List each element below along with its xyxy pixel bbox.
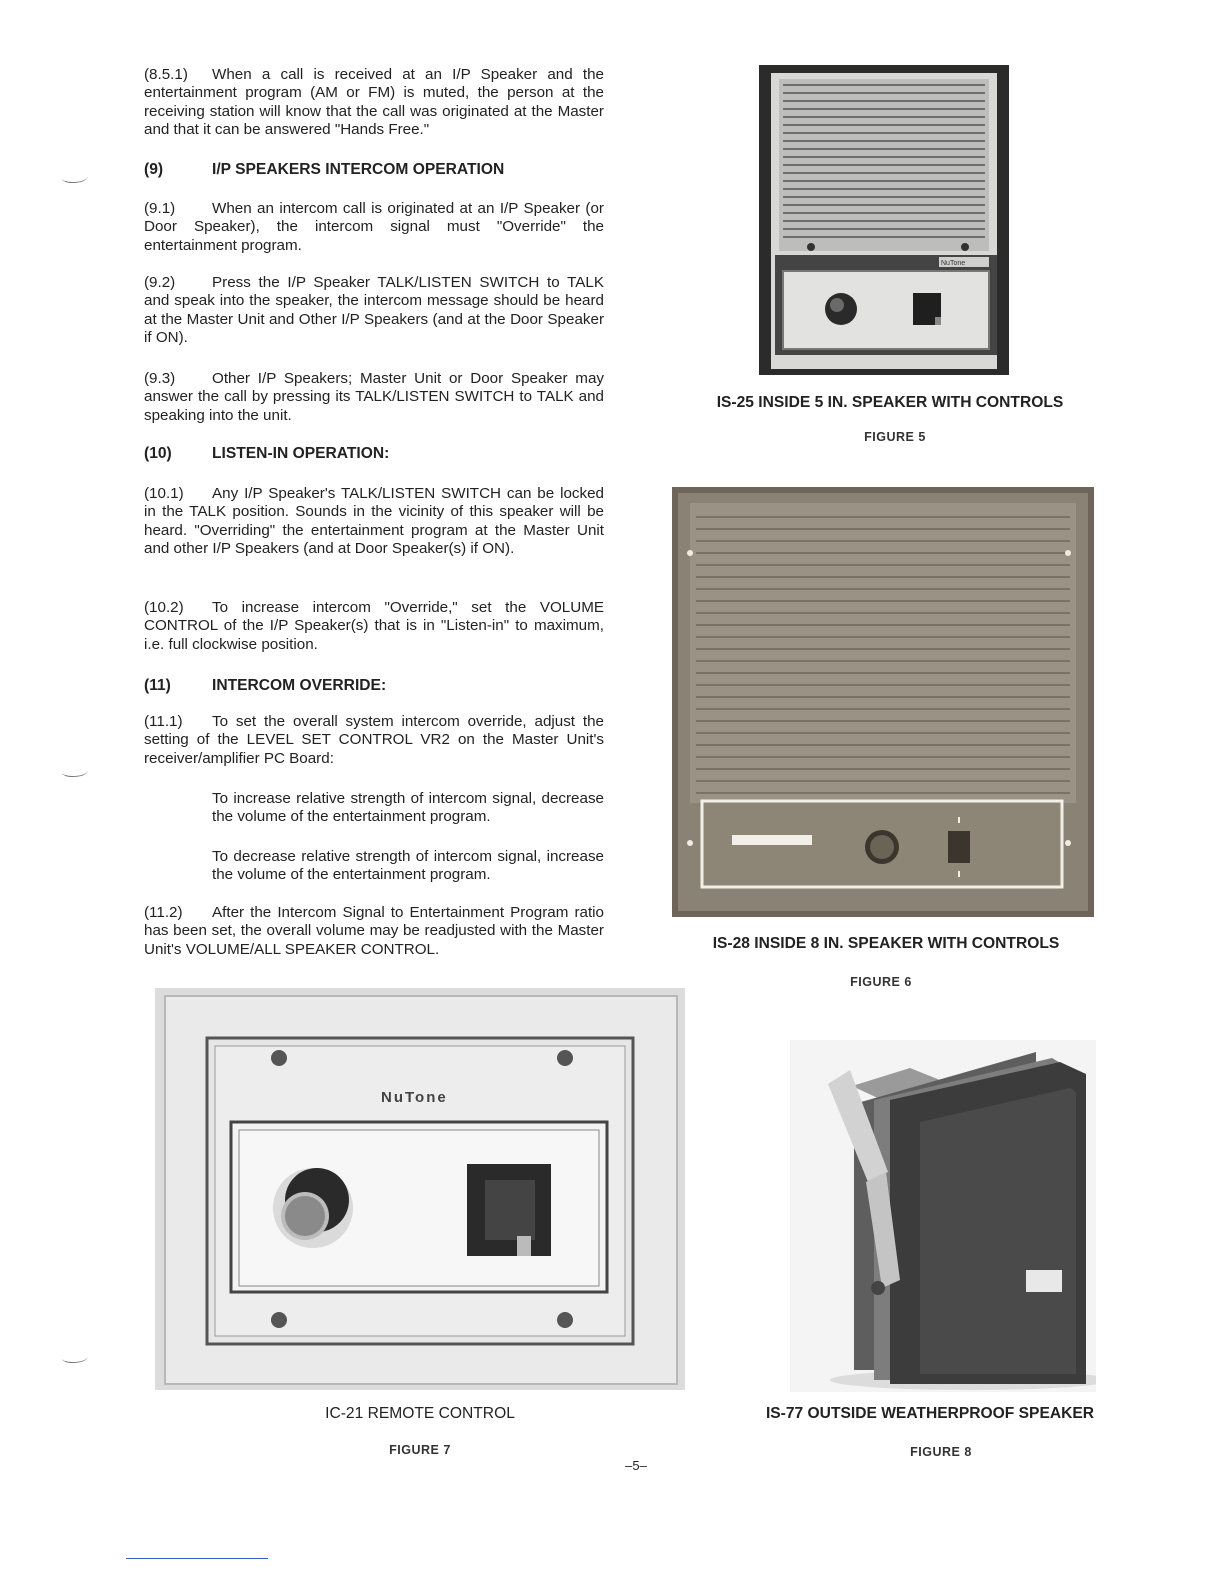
figure-5-caption: IS-25 INSIDE 5 IN. SPEAKER WITH CONTROLS [716,394,1064,411]
figure-7-caption: IC-21 REMOTE CONTROL [325,1405,515,1422]
figure-8-label: FIGURE 8 [910,1445,972,1459]
figure-6-caption: IS-28 INSIDE 8 IN. SPEAKER WITH CONTROLS [712,935,1060,952]
figure-5-label: FIGURE 5 [864,430,926,444]
margin-mark [62,172,88,183]
section-heading-9: (9) I/P SPEAKERS INTERCOM OPERATION [144,161,505,178]
paragraph-10-2: (10.2) To increase intercom "Override," set the VOLUME CONTROL of the I/P Speaker(s) that is in "Listen-in" to maximum, i.e. full clockwise position. [144,599,604,653]
figure-6-label: FIGURE 6 [850,975,912,989]
section-heading-10: (10) LISTEN-IN OPERATION: [144,445,390,462]
figure-6-photo [672,487,1094,917]
paragraph-8-5-1: (8.5.1) When a call is received at an I/P Speaker and the entertainment program (AM or FM) is muted, the person at the receiving station will know that the call was originated at the Master and that it can be answered "Hands Free." [144,66,604,139]
paragraph-sub-decrease: To decrease relative strength of intercom signal, increase the volume of the entertainment program. [212,848,604,884]
paragraph-11-1: (11.1) To set the overall system intercom override, adjust the setting of the LEVEL SET CONTROL VR2 on the Master Unit's receiver/amplifier PC Board: [144,713,604,767]
margin-mark [62,766,88,777]
paragraph-9-2: (9.2) Press the I/P Speaker TALK/LISTEN SWITCH to TALK and speak into the speaker, the intercom message should be heard at the Master Unit and Other I/P Speakers (and at the Door Speaker if ON). [144,274,604,347]
svg-text:NuTone: NuTone [941,260,966,267]
page-number: –5– [625,1458,647,1473]
margin-mark [62,1352,88,1363]
figure-5-photo [759,65,1009,375]
figure-7-brand: NuTone [381,1089,448,1106]
paragraph-sub-increase: To increase relative strength of intercom signal, decrease the volume of the entertainment program. [212,790,604,826]
paragraph-10-1: (10.1) Any I/P Speaker's TALK/LISTEN SWITCH can be locked in the TALK position. Sounds in the vicinity of this speaker will be heard. "Overriding" the entertainment program at the Master Unit and other I/P Speakers (and at Door Speaker(s) if ON). [144,485,604,558]
paragraph-9-1: (9.1) When an intercom call is originated at an I/P Speaker (or Door Speaker), the intercom signal must "Override" the entertainment program. [144,200,604,254]
figure-7-label: FIGURE 7 [389,1443,451,1457]
footer-rule [126,1558,268,1559]
figure-8-caption: IS-77 OUTSIDE WEATHERPROOF SPEAKER [765,1405,1095,1422]
section-heading-11: (11) INTERCOM OVERRIDE: [144,677,387,694]
paragraph-11-2: (11.2) After the Intercom Signal to Entertainment Program ratio has been set, the overall volume may be readjusted with the Master Unit's VOLUME/ALL SPEAKER CONTROL. [144,904,604,958]
figure-7-photo [155,988,685,1390]
paragraph-9-3: (9.3) Other I/P Speakers; Master Unit or Door Speaker may answer the call by pressing its TALK/LISTEN SWITCH to TALK and speaking into the unit. [144,370,604,424]
figure-8-photo [790,1040,1096,1392]
